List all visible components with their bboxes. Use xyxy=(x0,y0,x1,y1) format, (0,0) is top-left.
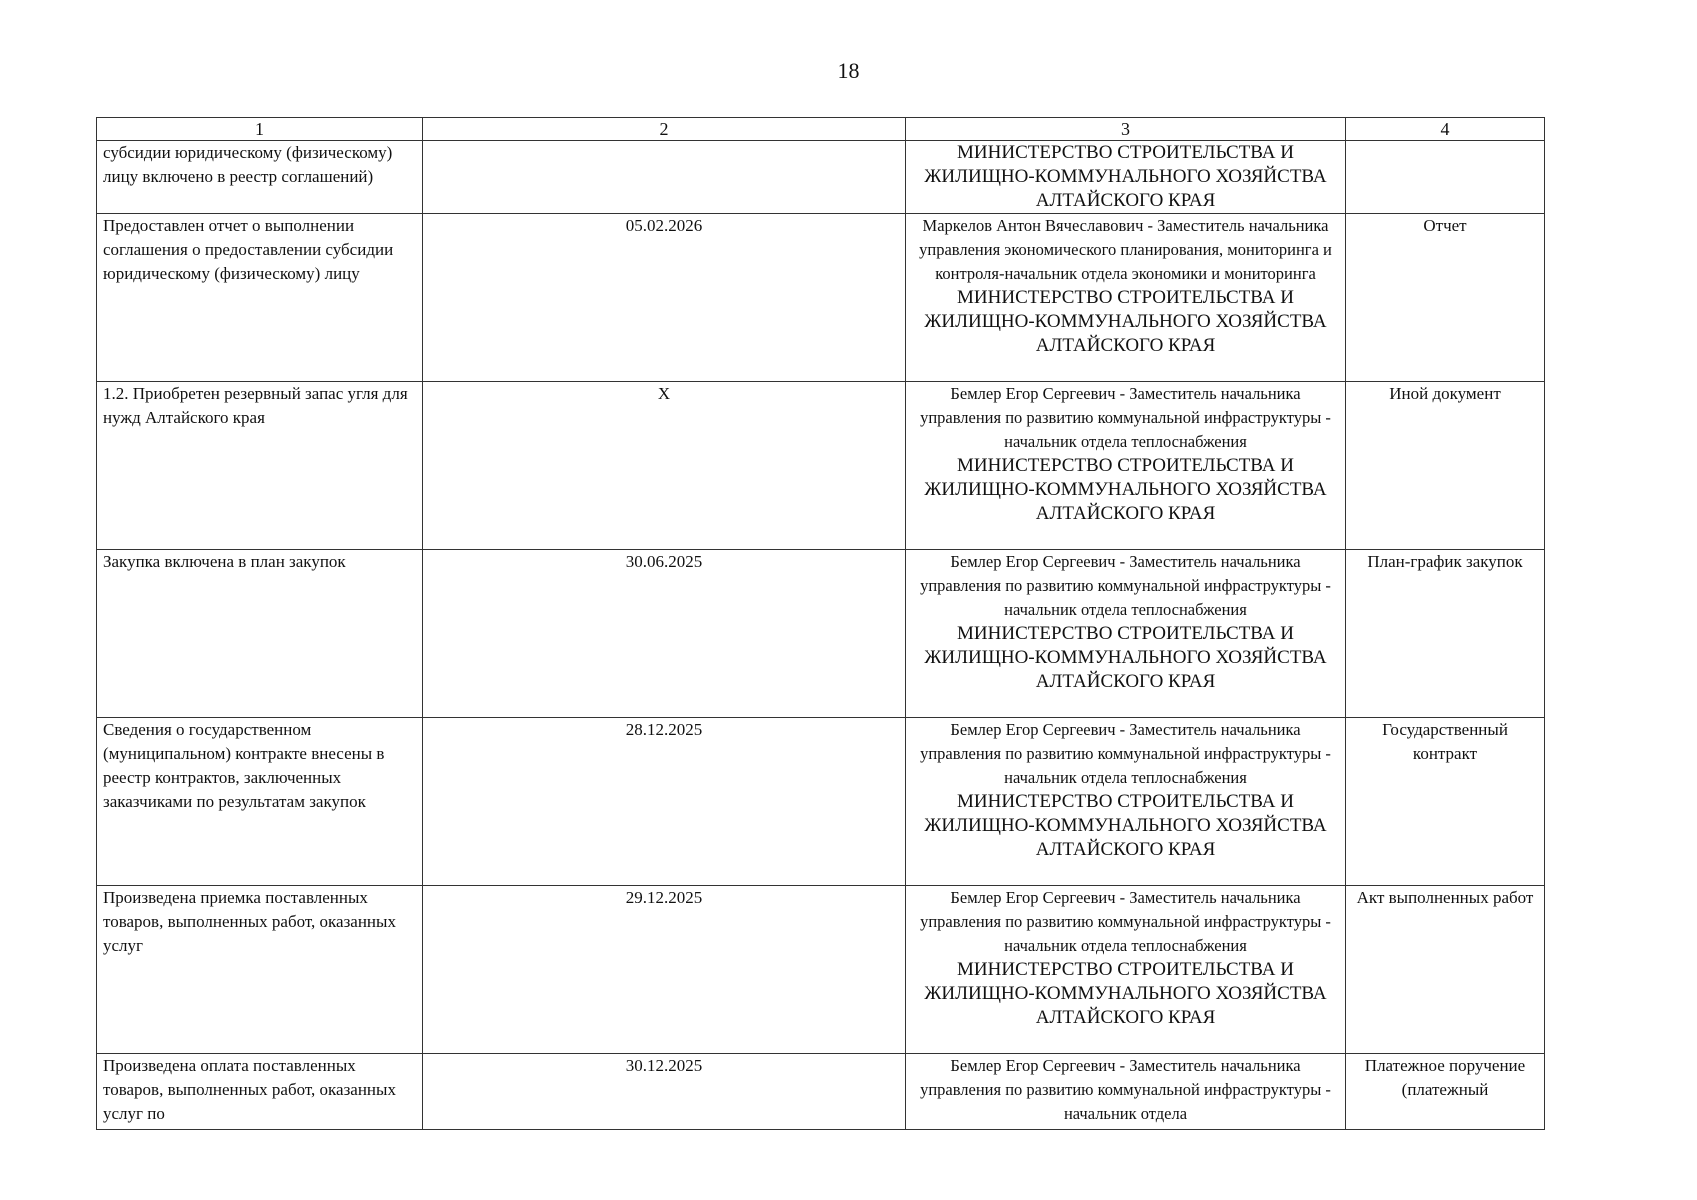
date-cell xyxy=(423,141,906,214)
column-header: 1 xyxy=(97,118,423,141)
responsible-cell xyxy=(906,1054,1346,1130)
table-row xyxy=(97,141,1545,214)
description-cell: Произведена оплата поставленных товаров, выполненных работ, оказанных услуг по xyxy=(97,1054,423,1130)
document-cell: Платежное поручение (платежный xyxy=(1346,1054,1545,1130)
table-row xyxy=(97,718,1545,886)
document-cell: Отчет xyxy=(1346,214,1545,382)
table-row xyxy=(97,886,1545,1054)
date-cell: 30.06.2025 xyxy=(423,550,906,718)
table-row xyxy=(97,1054,1545,1130)
organization-name: МИНИСТЕРСТВО СТРОИТЕЛЬСТВА И ЖИЛИЩНО-КОММУНАЛЬНОГО ХОЗЯЙСТВА АЛТАЙСКОГО КРАЯ xyxy=(924,287,1327,356)
responsible-cell xyxy=(906,214,1346,382)
responsible-cell xyxy=(906,141,1346,214)
responsible-person: Маркелов Антон Вячеславович - Заместитель начальника управления экономического планирования, мониторинга и контроля-начальник отдела экономики и мониторинга xyxy=(919,216,1332,283)
responsible-cell xyxy=(906,718,1346,886)
date-cell: 05.02.2026 xyxy=(423,214,906,382)
table-row xyxy=(97,550,1545,718)
responsible-person: Бемлер Егор Сергеевич - Заместитель начальника управления по развитию коммунальной инфраструктуры - начальник отдела теплоснабжения xyxy=(920,384,1331,451)
description-cell: Закупка включена в план закупок xyxy=(97,550,423,718)
document-cell: Акт выполненных работ xyxy=(1346,886,1545,1054)
table-row xyxy=(97,382,1545,550)
date-cell: 28.12.2025 xyxy=(423,718,906,886)
responsible-cell xyxy=(906,550,1346,718)
column-header: 2 xyxy=(423,118,906,141)
document-cell: Иной документ xyxy=(1346,382,1545,550)
responsible-person: Бемлер Егор Сергеевич - Заместитель начальника управления по развитию коммунальной инфраструктуры - начальник отдела теплоснабжения xyxy=(920,552,1331,619)
description-cell: Произведена приемка поставленных товаров, выполненных работ, оказанных услуг xyxy=(97,886,423,1054)
description-cell: Предоставлен отчет о выполнении соглашения о предоставлении субсидии юридическому (физическому) лицу xyxy=(97,214,423,382)
column-header: 3 xyxy=(906,118,1346,141)
responsible-cell xyxy=(906,382,1346,550)
description-cell: 1.2. Приобретен резервный запас угля для нужд Алтайского края xyxy=(97,382,423,550)
organization-name: МИНИСТЕРСТВО СТРОИТЕЛЬСТВА И ЖИЛИЩНО-КОММУНАЛЬНОГО ХОЗЯЙСТВА АЛТАЙСКОГО КРАЯ xyxy=(924,791,1327,860)
column-header-row xyxy=(97,118,1545,141)
description-cell: субсидии юридическому (физическому) лицу включено в реестр соглашений) xyxy=(97,141,423,214)
organization-name: МИНИСТЕРСТВО СТРОИТЕЛЬСТВА И ЖИЛИЩНО-КОММУНАЛЬНОГО ХОЗЯЙСТВА АЛТАЙСКОГО КРАЯ xyxy=(924,455,1327,524)
date-cell: 30.12.2025 xyxy=(423,1054,906,1130)
date-cell: 29.12.2025 xyxy=(423,886,906,1054)
table-row xyxy=(97,214,1545,382)
responsible-person: Бемлер Егор Сергеевич - Заместитель начальника управления по развитию коммунальной инфраструктуры - начальник отдела теплоснабжения xyxy=(920,888,1331,955)
document-cell: Государственный контракт xyxy=(1346,718,1545,886)
organization-name: МИНИСТЕРСТВО СТРОИТЕЛЬСТВА И ЖИЛИЩНО-КОММУНАЛЬНОГО ХОЗЯЙСТВА АЛТАЙСКОГО КРАЯ xyxy=(924,623,1327,692)
page-number: 18 xyxy=(837,58,860,83)
column-header: 4 xyxy=(1346,118,1545,141)
document-cell: План-график закупок xyxy=(1346,550,1545,718)
document-table xyxy=(96,117,1545,1130)
responsible-person: Бемлер Егор Сергеевич - Заместитель начальника управления по развитию коммунальной инфраструктуры - начальник отдела теплоснабжения xyxy=(920,720,1331,787)
description-cell: Сведения о государственном (муниципальном) контракте внесены в реестр контрактов, заключенных заказчиками по результатам закупок xyxy=(97,718,423,886)
date-cell: X xyxy=(423,382,906,550)
organization-name: МИНИСТЕРСТВО СТРОИТЕЛЬСТВА И ЖИЛИЩНО-КОММУНАЛЬНОГО ХОЗЯЙСТВА АЛТАЙСКОГО КРАЯ xyxy=(924,142,1327,211)
document-cell xyxy=(1346,141,1545,214)
responsible-cell xyxy=(906,886,1346,1054)
responsible-person: Бемлер Егор Сергеевич - Заместитель начальника управления по развитию коммунальной инфраструктуры - начальник отдела xyxy=(920,1056,1331,1123)
organization-name: МИНИСТЕРСТВО СТРОИТЕЛЬСТВА И ЖИЛИЩНО-КОММУНАЛЬНОГО ХОЗЯЙСТВА АЛТАЙСКОГО КРАЯ xyxy=(924,959,1327,1028)
